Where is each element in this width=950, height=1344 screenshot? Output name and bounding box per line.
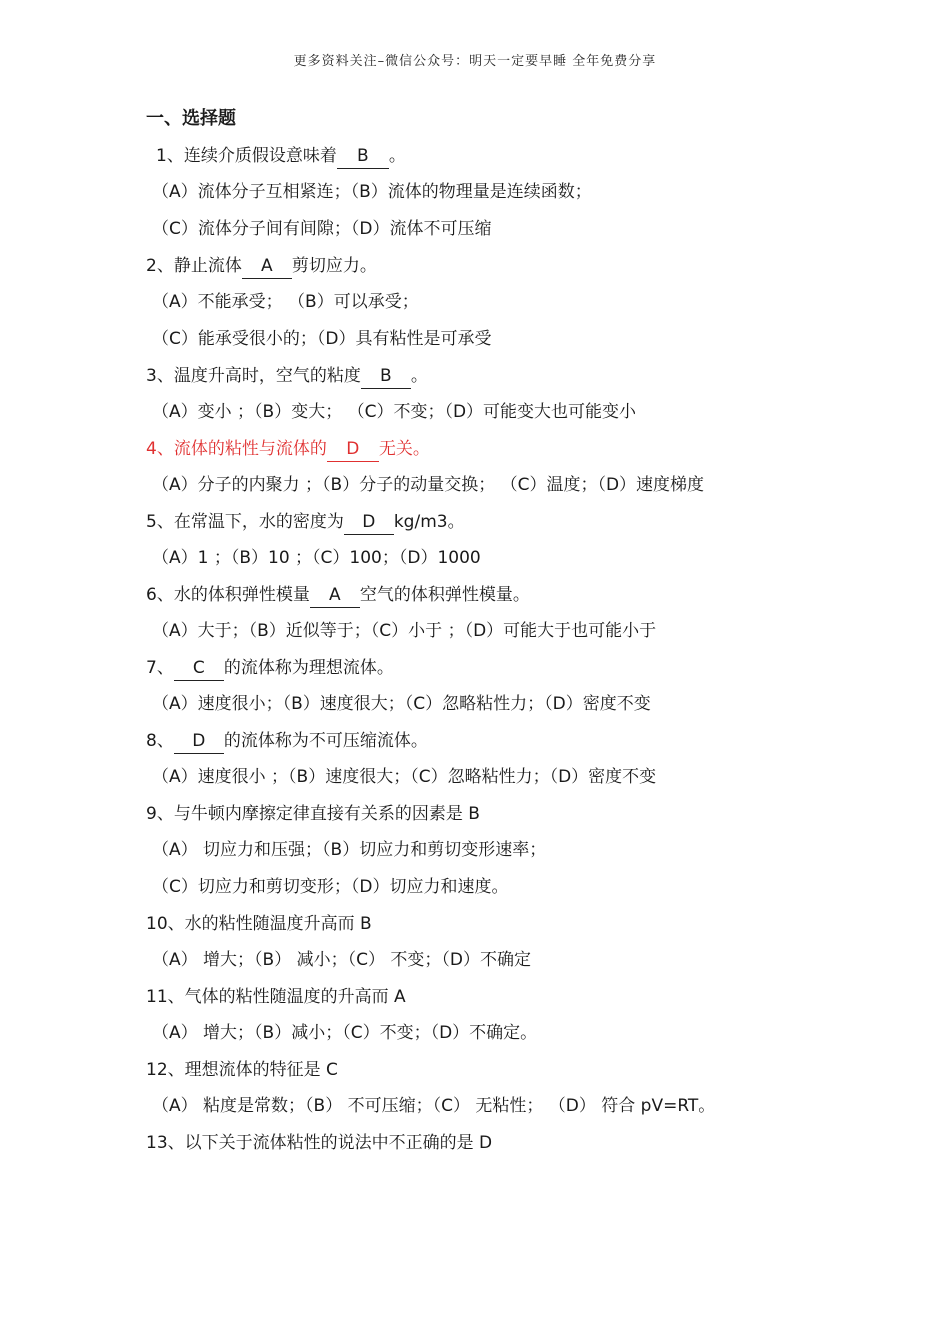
question-7 — [146, 650, 866, 686]
question-11: 11、气体的粘性随温度的升高而 A — [146, 987, 406, 1007]
question-13: 13、以下关于流体粘性的说法中不正确的是 D — [146, 1133, 493, 1153]
answer-blank: B — [361, 364, 411, 389]
question-text: 7、 — [146, 658, 174, 678]
answer-blank: D — [344, 510, 394, 535]
options-line: （A）变小 ；（B）变大； （C）不变；（D）可能变大也可能变小 — [152, 402, 637, 422]
answer-blank: B — [337, 144, 389, 169]
section-title: 一、选择题 — [146, 108, 236, 129]
question-3 — [146, 358, 866, 394]
question-text: 2、静止流体 — [146, 256, 242, 276]
answer-blank: D — [174, 729, 224, 754]
question-12: 12、理想流体的特征是 C — [146, 1060, 338, 1080]
question-text: 6、水的体积弹性模量 — [146, 585, 310, 605]
question-text: 无关。 — [378, 439, 430, 459]
options-line: （C）切应力和剪切变形；（D）切应力和速度。 — [152, 877, 509, 897]
answer-blank: D — [327, 437, 379, 462]
options-line: （A）分子的内聚力 ；（B）分子的动量交换； （C）温度；（D）速度梯度 — [152, 475, 705, 495]
options-line: （C）能承受很小的；（D）具有粘性是可承受 — [152, 329, 492, 349]
page-header-banner: 更多资料关注–微信公众号：明天一定要早睡 全年免费分享 — [293, 54, 657, 69]
question-8 — [146, 723, 866, 759]
answer-blank: A — [242, 254, 292, 279]
question-text: 1、连续介质假设意味着 — [156, 146, 337, 166]
question-text: kg/m3。 — [393, 512, 465, 532]
options-line: （A） 增大；（B） 减小；（C） 不变；（D）不确定 — [152, 950, 531, 970]
options-line: （A）大于；（B）近似等于；（C）小于 ；（D）可能大于也可能小于 — [152, 621, 657, 641]
question-text: 的流体称为理想流体。 — [223, 658, 394, 678]
question-text: 5、在常温下，水的密度为 — [146, 512, 344, 532]
options-line: （A） 粘度是常数；（B） 不可压缩；（C） 无粘性； （D） 符合 pV=RT。 — [152, 1096, 716, 1116]
options-line: （A）1 ；（B）10 ；（C）100；（D）1000 — [152, 548, 481, 568]
question-text: 剪切应力。 — [291, 256, 377, 276]
options-line: （A）速度很小 ；（B）速度很大；（C）忽略粘性力；（D）密度不变 — [152, 767, 657, 787]
question-list — [146, 104, 866, 1161]
question-5 — [146, 504, 866, 540]
question-text: 。 — [410, 366, 428, 386]
question-4-highlighted — [146, 431, 866, 467]
options-line: （A）速度很小；（B）速度很大；（C）忽略粘性力；（D）密度不变 — [152, 694, 651, 714]
question-text: 4、流体的粘性与流体的 — [146, 439, 327, 459]
question-10: 10、水的粘性随温度升高而 B — [146, 914, 372, 934]
answer-blank: C — [174, 656, 224, 681]
question-text: 空气的体积弹性模量。 — [359, 585, 530, 605]
question-6 — [146, 577, 866, 613]
question-9: 9、与牛顿内摩擦定律直接有关系的因素是 B — [146, 804, 480, 824]
question-1 — [146, 138, 866, 174]
question-text: 。 — [388, 146, 406, 166]
options-line: （A） 增大；（B）减小；（C）不变；（D）不确定。 — [152, 1023, 538, 1043]
options-line: （C）流体分子间有间隙；（D）流体不可压缩 — [152, 219, 492, 239]
options-line: （A） 切应力和压强；（B）切应力和剪切变形速率； — [152, 840, 547, 860]
question-text: 3、温度升高时，空气的粘度 — [146, 366, 361, 386]
answer-blank: A — [310, 583, 360, 608]
options-line: （A）不能承受； （B）可以承受； — [152, 292, 419, 312]
question-2 — [146, 248, 866, 284]
question-text: 8、 — [146, 731, 174, 751]
question-text: 的流体称为不可压缩流体。 — [223, 731, 428, 751]
options-line: （A）流体分子互相紧连；（B）流体的物理量是连续函数； — [152, 182, 592, 202]
